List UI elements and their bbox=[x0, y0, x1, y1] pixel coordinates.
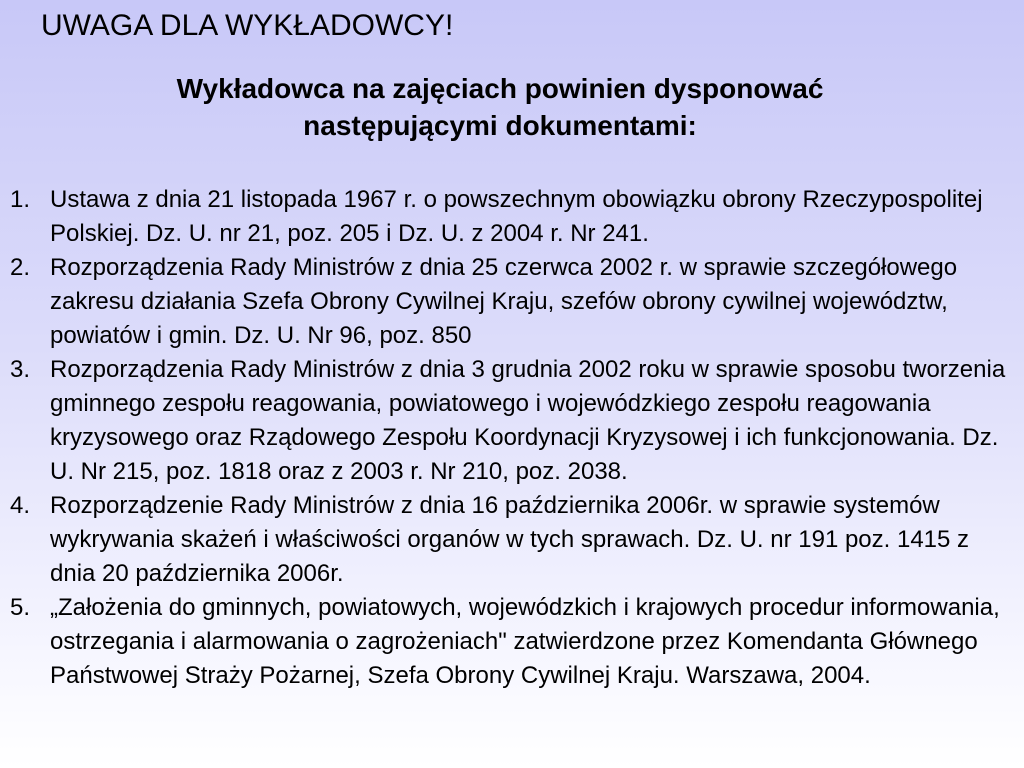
document-item-3 bbox=[0, 353, 1012, 489]
document-number: 2. bbox=[10, 254, 31, 281]
document-number: 3. bbox=[10, 356, 31, 383]
document-number: 4. bbox=[10, 492, 31, 519]
subtitle-line-2: następującymi dokumentami: bbox=[303, 110, 697, 141]
document-number: 1. bbox=[10, 186, 31, 213]
document-text: Rozporządzenia Rady Ministrów z dnia 3 grudnia 2002 roku w sprawie sposobu tworzenia gminnego zespołu reagowania, powiatowego i wojewódzkiego zespołu reagowania kryzysowego oraz Rządowego Zespołu Koordynacji Kryzysowej i ich funkcjonowania. Dz. U. Nr 215, poz. 1818 oraz z 2003 r. Nr 210, poz. 2038. bbox=[50, 356, 1006, 485]
document-number: 5. bbox=[10, 594, 31, 621]
slide-subtitle bbox=[80, 70, 920, 144]
document-list bbox=[0, 183, 1012, 693]
document-item-2 bbox=[0, 251, 1012, 353]
document-text: „Założenia do gminnych, powiatowych, wojewódzkich i krajowych procedur informowania, ostrzegania i alarmowania o zagrożeniach" zatwierdzone przez Komendanta Głównego Państwowej Straży Pożarnej, Szefa Obrony Cywilnej Kraju. Warszawa, 2004. bbox=[50, 594, 1000, 689]
slide-heading: UWAGA DLA WYKŁADOWCY! bbox=[41, 9, 454, 42]
document-item-4 bbox=[0, 489, 1012, 591]
document-item-1 bbox=[0, 183, 1012, 251]
document-text: Ustawa z dnia 21 listopada 1967 r. o powszechnym obowiązku obrony Rzeczypospolitej Polskiej. Dz. U. nr 21, poz. 205 i Dz. U. z 2004 r. Nr 241. bbox=[50, 186, 983, 247]
document-item-5 bbox=[0, 591, 1012, 693]
document-text: Rozporządzenie Rady Ministrów z dnia 16 października 2006r. w sprawie systemów wykrywania skażeń i właściwości organów w tych sprawach. Dz. U. nr 191 poz. 1415 z dnia 20 października 2006r. bbox=[50, 492, 970, 587]
document-text: Rozporządzenia Rady Ministrów z dnia 25 czerwca 2002 r. w sprawie szczegółowego zakresu działania Szefa Obrony Cywilnej Kraju, szefów obrony cywilnej województw, powiatów i gmin. Dz. U. Nr 96, poz. 850 bbox=[50, 254, 958, 349]
subtitle-line-1: Wykładowca na zajęciach powinien dysponować bbox=[176, 73, 824, 104]
